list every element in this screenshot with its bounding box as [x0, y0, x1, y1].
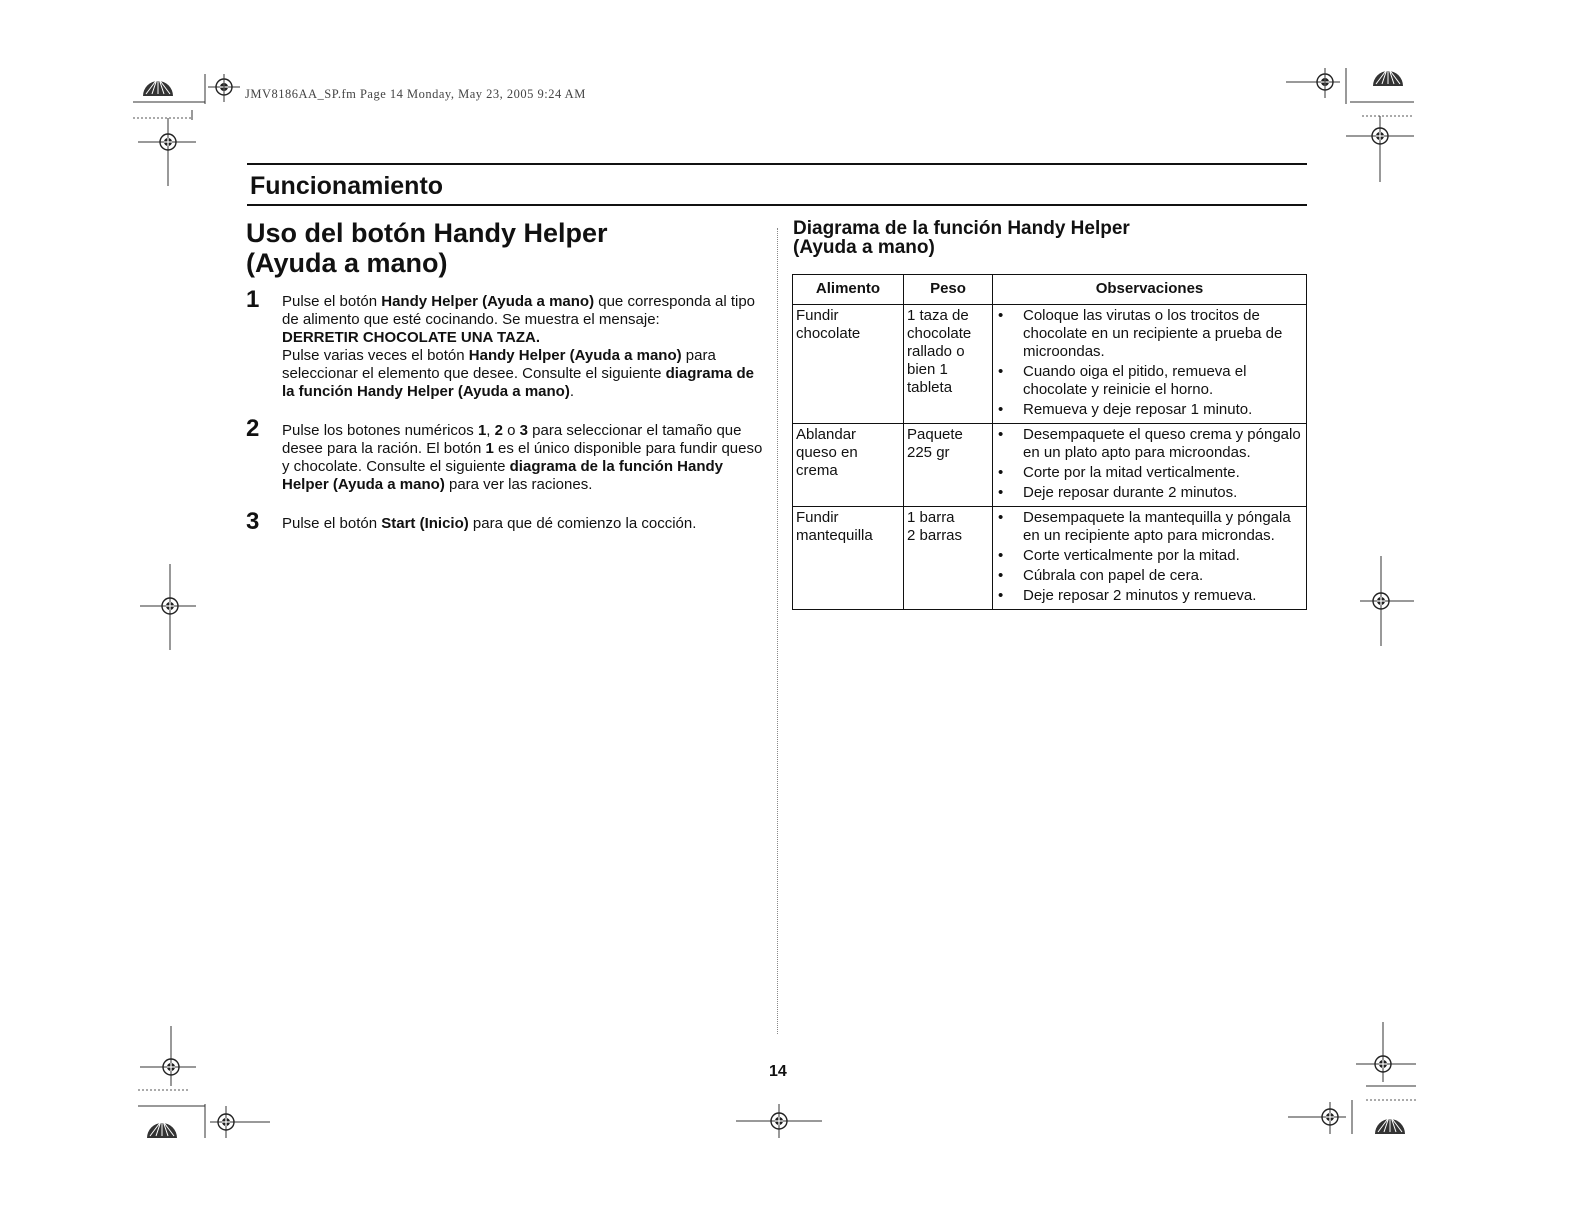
- cell-notes: [993, 305, 1307, 424]
- table-title: [793, 219, 1293, 257]
- column-header-weight: Peso: [904, 275, 993, 305]
- note-item: • Cúbrala con papel de cera.: [996, 567, 1303, 585]
- column-divider: [777, 228, 778, 1034]
- section-rule: [247, 204, 1307, 206]
- color-wheel-icon: [143, 75, 173, 96]
- step-text: Pulse el botón Handy Helper (Ayuda a mano) que corresponda al tipo de alimento que esté cocinando. Se muestra el mensaje: DERRETIR CHOCOLATE UNA TAZA. Pulse varias veces el botón Handy Helper (Ayuda a mano) para seleccionar el elemento que desee. Consulte el siguiente diagrama de la función Handy Helper (Ayuda a mano).: [282, 293, 756, 400]
- cell-notes: [993, 424, 1307, 507]
- note-item: • Remueva y deje reposar 1 minuto.: [996, 401, 1303, 419]
- table-row: [793, 424, 1307, 507]
- print-slug-header: JMV8186AA_SP.fm Page 14 Monday, May 23, 2005 9:24 AM: [245, 87, 586, 101]
- table-title-line2: (Ayuda a mano): [793, 237, 935, 258]
- step-number: 3: [246, 508, 260, 535]
- note-item: • Deje reposar durante 2 minutos.: [996, 484, 1303, 502]
- page-title-line2: (Ayuda a mano): [246, 248, 448, 278]
- column-header-food: Alimento: [793, 275, 904, 305]
- table-row: [793, 305, 1307, 424]
- note-item: • Cuando oiga el pitido, remueva el chocolate y reinicie el horno.: [996, 363, 1303, 399]
- cell-food: Fundir chocolate: [793, 305, 904, 424]
- page-title-line1: Uso del botón Handy Helper: [246, 218, 608, 248]
- step-1: [246, 288, 766, 401]
- cell-notes: [993, 507, 1307, 610]
- step-2: [246, 417, 766, 494]
- table-header-row: [793, 275, 1307, 305]
- column-header-notes: Observaciones: [993, 275, 1307, 305]
- step-number: 1: [246, 286, 260, 313]
- note-item: • Corte verticalmente por la mitad.: [996, 547, 1303, 565]
- step-text: Pulse los botones numéricos 1, 2 o 3 para seleccionar el tamaño que desee para la ración. El botón 1 es el único disponible para fundir queso y chocolate. Consulte el siguiente diagrama de la función Handy Helper (Ayuda a mano) para ver las raciones.: [282, 422, 763, 493]
- note-item: • Deje reposar 2 minutos y remueva.: [996, 587, 1303, 605]
- color-wheel-icon: [147, 1117, 177, 1138]
- note-item: • Desempaquete el queso crema y póngalo en un plato apto para microondas.: [996, 426, 1303, 462]
- note-item: • Coloque las virutas o los trocitos de chocolate en un recipiente a prueba de microondas.: [996, 307, 1303, 361]
- page-title: [246, 218, 766, 278]
- cell-weight: 1 taza de chocolate rallado o bien 1 tableta: [904, 305, 993, 424]
- note-item: • Corte por la mitad verticalmente.: [996, 464, 1303, 482]
- top-rule: [247, 163, 1307, 165]
- handy-helper-table: [792, 274, 1307, 610]
- color-wheel-icon: [1373, 65, 1403, 86]
- page-number: 14: [769, 1063, 787, 1080]
- table-title-line1: Diagrama de la función Handy Helper: [793, 218, 1130, 239]
- step-number: 2: [246, 415, 260, 442]
- note-item: • Desempaquete la mantequilla y póngala en un recipiente apto para microndas.: [996, 509, 1303, 545]
- section-title: Funcionamiento: [250, 172, 444, 200]
- steps-list: [246, 288, 766, 550]
- cell-food: Fundir mantequilla: [793, 507, 904, 610]
- table-row: [793, 507, 1307, 610]
- display-message: DERRETIR CHOCOLATE UNA TAZA.: [282, 329, 541, 346]
- step-3: [246, 510, 766, 534]
- cell-food: Ablandar queso en crema: [793, 424, 904, 507]
- color-wheel-icon: [1375, 1113, 1405, 1134]
- step-text: Pulse el botón Start (Inicio) para que dé comienzo la cocción.: [282, 515, 697, 532]
- cell-weight: 1 barra 2 barras: [904, 507, 993, 610]
- cell-weight: Paquete 225 gr: [904, 424, 993, 507]
